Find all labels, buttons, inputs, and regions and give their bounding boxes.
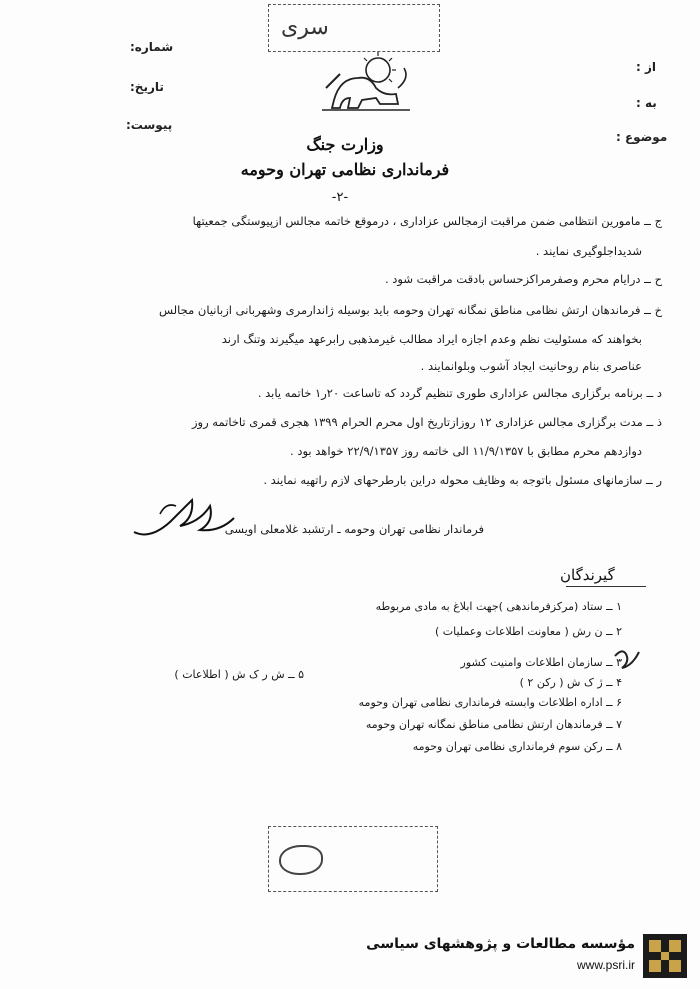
body-line: خ ــ فرماندهان ارتش نظامی مناطق نمگانه تهران وحومه باید بوسیله ژاندارمری وشهربانی ازبانیان مجالس [158, 303, 662, 317]
handwritten-signature [130, 492, 240, 547]
institute-url[interactable]: www.psri.ir [576, 958, 635, 972]
psri-logo-icon [643, 934, 687, 978]
institute-name: مؤسسه مطالعات و پژوهشهای سیاسی [366, 936, 635, 952]
to-label: به : [636, 96, 657, 110]
subject-label: موضوع : [616, 130, 668, 144]
body-line: ج ــ مامورین انتظامی ضمن مراقبت ازمجالس عزاداری ، درموقع خاتمه مجالس ازپیوستگی جمعیتها [192, 214, 662, 228]
footer-watermark [366, 932, 695, 982]
recipient-item: ۳ ــ سازمان اطلاعات وامنیت کشور [460, 656, 622, 669]
recipient-item: ۶ ــ اداره اطلاعات وابسته فرمانداری نظامی تهران وحومه [358, 696, 622, 709]
attachment-label: پیوست: [126, 118, 173, 132]
recipient-item: ۸ ــ رکن سوم فرمانداری نظامی تهران وحومه [412, 740, 622, 753]
lion-and-sun-emblem-icon [318, 48, 414, 114]
body-line: ر ــ سازمانهای مسئول باتوجه به وظایف محوله دراین بارطرحهای لازم راتهیه نمایند . [263, 473, 662, 487]
recipient-item: ۱ ــ ستاد (مرکزفرماندهی )جهت ابلاغ به مادی مربوطه [375, 600, 622, 613]
body-line: بخواهند که مسئولیت نظم وعدم اجازه ایراد مطالب غیرمذهبی رابرعهد میگیرند وتنگ ارند [221, 332, 642, 346]
body-line: د ــ برنامه برگزاری مجالس عزاداری طوری تنظیم گردد که تاساعت ۲۰ر۱ خاتمه یابد . [257, 386, 662, 400]
stamp-text: سری [281, 15, 329, 40]
recipient-item: ۷ ــ فرماندهان ارتش نظامی مناطق نمگانه تهران وحومه [365, 718, 622, 731]
body-line: عناصری بنام روحانیت ایجاد آشوب وبلوانمایند . [420, 359, 642, 373]
classification-stamp [268, 4, 440, 52]
office-title: فرمانداری نظامی تهران وحومه [240, 160, 450, 179]
ministry-title: وزارت جنگ [306, 135, 384, 154]
body-line: ح ــ درایام محرم وصفرمراکزحساس بادقت مراقبت شود . [385, 272, 662, 286]
bottom-stamp [268, 826, 438, 892]
from-label: از : [636, 60, 656, 74]
body-line: ذ ــ مدت برگزاری مجالس عزاداری ۱۲ روزازتاریخ اول محرم الحرام ۱۳۹۹ هجری قمری تاخاتمه روز [191, 415, 662, 429]
recipients-title: گیرندگان [560, 566, 615, 584]
recipients-underline [566, 586, 646, 587]
recipient-item: ۴ ــ ژ ک ش ( رکن ۲ ) [519, 676, 622, 689]
recipient-item: ۲ ــ ن رش ( معاونت اطلاعات وعملیات ) [434, 625, 622, 638]
date-label: تاریخ: [130, 80, 164, 94]
stamp-scribble [279, 845, 323, 875]
signature-line: فرماندار نظامی تهران وحومه ـ ارتشبد غلامعلی اویسی [224, 522, 484, 536]
page-number: -۲- [331, 190, 349, 205]
recipient-item: ۵ ــ ش ر ک ش ( اطلاعات ) [174, 668, 304, 681]
body-line: شدیداجلوگیری نمایند . [535, 244, 642, 258]
number-label: شماره: [130, 40, 174, 54]
check-mark-icon [612, 646, 642, 674]
body-line: دوازدهم محرم مطابق با ۱۱/۹/۱۳۵۷ الی خاتمه روز ۲۲/۹/۱۳۵۷ خواهد بود . [290, 444, 642, 458]
